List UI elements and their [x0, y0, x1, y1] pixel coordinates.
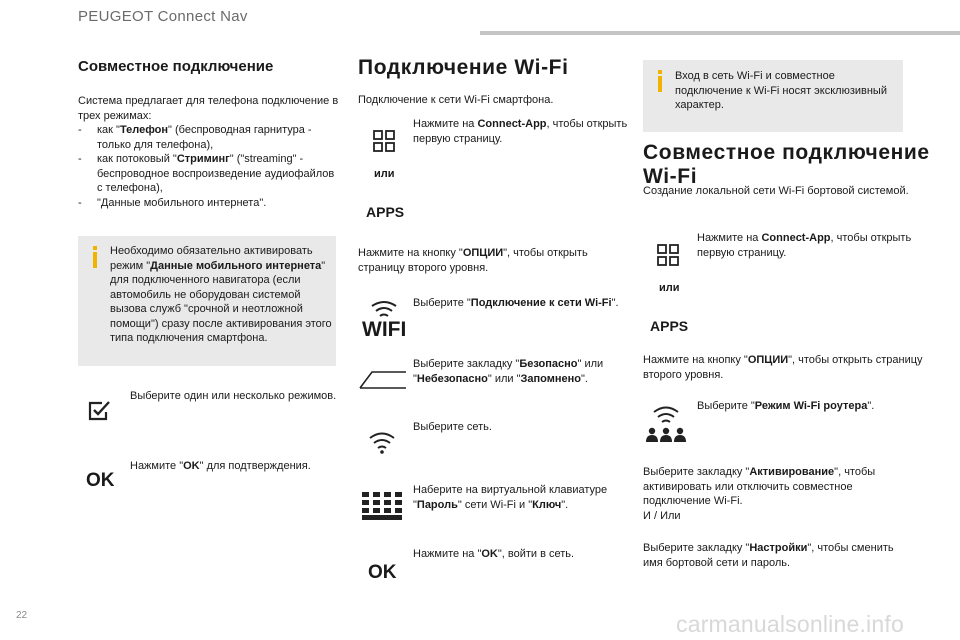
- list-item: - как "Телефон" (беспроводная гарнитура - только для телефона),: [78, 123, 340, 152]
- connect-app-text: Нажмите на Connect-App, чтобы открыть первую страницу.: [413, 118, 628, 145]
- select-modes-text: Выберите один или несколько режимов.: [130, 390, 337, 402]
- activation-text: [643, 465, 903, 523]
- intro-text: Система предлагает для телефона подключение в трех режимах:: [78, 95, 339, 122]
- checkbox-check-icon: [88, 400, 112, 422]
- select-router-text: Выберите "Режим Wi-Fi роутера".: [697, 400, 875, 412]
- connect-app-text: Нажмите на Connect-App, чтобы открыть первую страницу.: [697, 232, 912, 259]
- mode-list: [78, 123, 340, 210]
- shared-wifi-heading: Совместное подключение Wi-Fi: [643, 141, 930, 188]
- info-icon: [88, 246, 102, 268]
- wifi-hotspot-users-icon: [646, 404, 686, 444]
- shared-wifi-intro: Создание локальной сети Wi-Fi бортовой системой.: [643, 185, 909, 197]
- options-text: Нажмите на кнопку "ОПЦИИ", чтобы открыть страницу второго уровня.: [643, 354, 923, 381]
- wifi-signal-icon: [370, 300, 398, 318]
- header-rule: [480, 31, 960, 35]
- apps-button-icon: APPS: [366, 204, 405, 220]
- note-text: Вход в сеть Wi-Fi и совместное подключение к Wi-Fi носят эксклюзивный характер.: [675, 70, 887, 111]
- confirm-ok-text: Нажмите "OK" для подтверждения.: [130, 460, 311, 472]
- info-icon: [653, 70, 667, 92]
- manual-title: PEUGEOT Connect Nav: [78, 8, 248, 25]
- wifi-network-icon: [368, 430, 396, 454]
- note-text: Необходимо обязательно активировать режим "Данные мобильного интернета" для подключенного навигатора (если автомобиль не оборудован системой вызова служб "срочной и неотложной помощи") сразу после активирования этого типа подключения смартфона.: [110, 245, 332, 344]
- mobile-data-note: [78, 236, 336, 366]
- select-network-text: Выберите сеть.: [413, 421, 492, 433]
- options-text: Нажмите на кнопку "ОПЦИИ", чтобы открыть страницу второго уровня.: [358, 247, 588, 274]
- apps-button-icon: APPS: [650, 318, 689, 334]
- select-wifi-text: Выберите "Подключение к сети Wi-Fi".: [413, 297, 619, 309]
- confirm-network-text: Нажмите на "OK", войти в сеть.: [413, 548, 575, 560]
- and-or-text: И / Или: [643, 509, 681, 522]
- page-number: 22: [16, 610, 28, 621]
- shared-connection-heading: Совместное подключение: [78, 58, 274, 75]
- ok-button-icon: OK: [368, 562, 397, 583]
- select-tab-text: Выберите закладку "Безопасно" или "Небезопасно" или "Запомнено".: [413, 358, 604, 385]
- or-label: или: [659, 282, 680, 294]
- wifi-connection-intro: Подключение к сети Wi-Fi смартфона.: [358, 94, 554, 106]
- ok-button-icon: OK: [86, 470, 115, 491]
- or-label: или: [374, 168, 395, 180]
- activation-instruction: Выберите закладку "Активирование", чтобы активировать или отключить совместное подключение Wi-Fi.: [643, 466, 876, 507]
- wifi-button-icon: WIFI: [362, 318, 407, 341]
- shared-connection-intro: [78, 94, 340, 210]
- keyboard-icon: [362, 492, 402, 520]
- exclusive-mode-note: [643, 60, 903, 132]
- wifi-connection-heading: Подключение Wi-Fi: [358, 56, 569, 79]
- connect-app-grid-icon: [657, 244, 679, 266]
- watermark: carmanualsonline.info: [676, 611, 904, 637]
- settings-text: Выберите закладку "Настройки", чтобы сменить имя бортовой сети и пароль.: [643, 542, 894, 569]
- list-item: - как потоковый "Стриминг" ("streaming" - беспроводное воспроизведение аудиофайлов с телефона),: [78, 152, 340, 196]
- enter-password-text: Наберите на виртуальной клавиатуре "Пароль" сети Wi-Fi и "Ключ".: [413, 484, 608, 511]
- tab-folder-icon: [358, 368, 408, 390]
- list-item: - "Данные мобильного интернета".: [78, 196, 340, 211]
- connect-app-grid-icon: [373, 130, 395, 152]
